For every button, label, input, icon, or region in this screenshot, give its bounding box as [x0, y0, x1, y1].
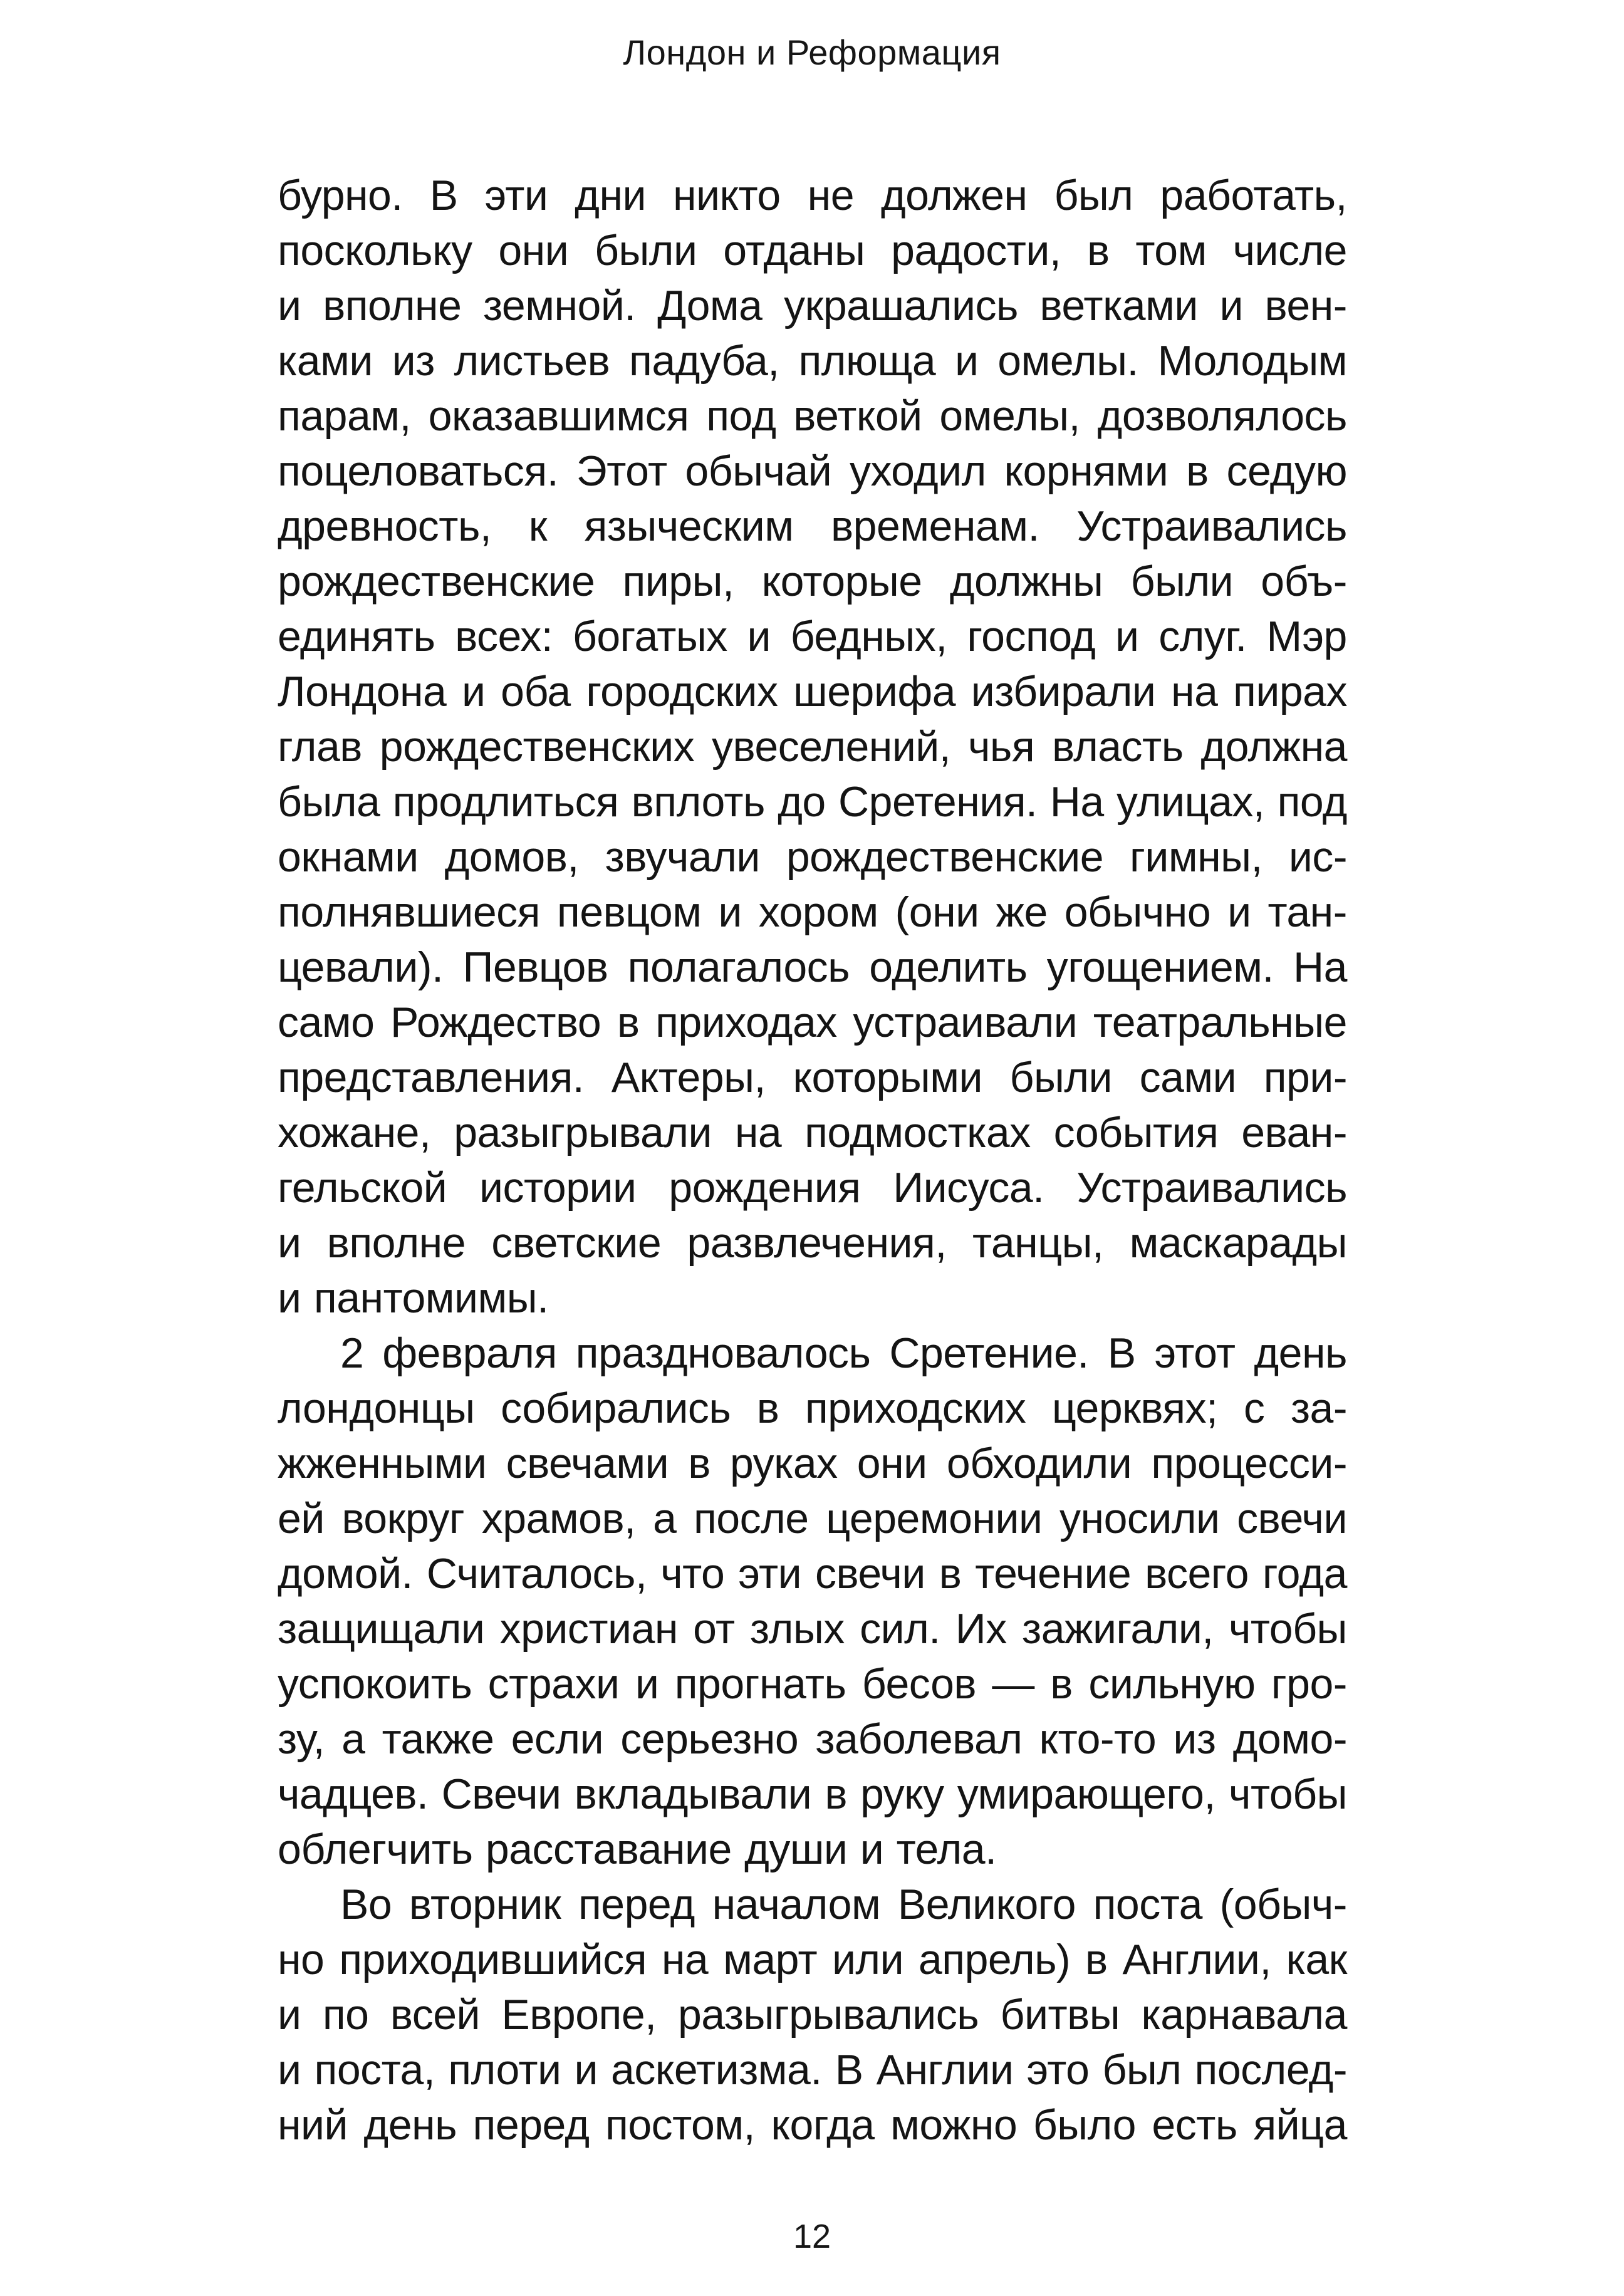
text-line: древность, к языческим временам. Устраивались — [278, 502, 1347, 550]
text-line: цевали). Певцов полагалось оделить угощением. На — [278, 943, 1347, 991]
text-line: была продлиться вплоть до Сретения. На улицах, под — [278, 778, 1347, 826]
text-line: чадцев. Свечи вкладывали в руку умирающего, чтобы — [278, 1770, 1347, 1818]
text-line: 2 февраля праздновалось Сретение. В этот день — [340, 1329, 1347, 1377]
page-number: 12 — [793, 2218, 831, 2255]
text-line: хожане, разыгрывали на подмостках события еван- — [278, 1109, 1347, 1156]
text-line: жженными свечами в руках они обходили процесси- — [278, 1440, 1347, 1487]
text-line: и пантомимы. — [278, 1274, 549, 1322]
text-line: поскольку они были отданы радости, в том числе — [278, 227, 1347, 274]
text-line: зу, а также если серьезно заболевал кто-то из домо- — [278, 1715, 1347, 1763]
text-line: единять всех: богатых и бедных, господ и слуг. Мэр — [278, 613, 1347, 660]
text-line: представления. Актеры, которыми были сами при- — [278, 1054, 1347, 1101]
text-line: облегчить расставание души и тела. — [278, 1826, 997, 1873]
text-line: Во вторник перед началом Великого поста (обыч- — [340, 1881, 1347, 1928]
text-line: но приходившийся на март или апрель) в Англии, как — [278, 1936, 1347, 1983]
text-line: бурно. В эти дни никто не должен был работать, — [278, 172, 1347, 219]
text-line: Лондона и оба городских шерифа избирали на пирах — [278, 668, 1347, 715]
text-line: полнявшиеся певцом и хором (они же обычно и тан- — [278, 888, 1347, 936]
text-line: успокоить страхи и прогнать бесов — в сильную гро- — [278, 1660, 1347, 1708]
text-line: лондонцы собирались в приходских церквях; с за- — [278, 1384, 1347, 1432]
text-line: и вполне светские развлечения, танцы, маскарады — [278, 1219, 1347, 1267]
text-line: ей вокруг храмов, а после церемонии уносили свечи — [278, 1495, 1347, 1542]
text-line: ками из листьев падуба, плюща и омелы. Молодым — [278, 337, 1347, 385]
text-line: ний день перед постом, когда можно было есть яйца — [278, 2101, 1347, 2149]
text-line: домой. Считалось, что эти свечи в течение всего года — [278, 1550, 1347, 1597]
text-line: глав рождественских увеселений, чья власть должна — [278, 723, 1347, 771]
text-line: окнами домов, звучали рождественские гимны, ис- — [278, 833, 1347, 881]
body-text — [278, 168, 1347, 2153]
text-line: защищали христиан от злых сил. Их зажигали, чтобы — [278, 1605, 1347, 1653]
running-header: Лондон и Реформация — [623, 33, 1001, 72]
text-line: и по всей Европе, разыгрывались битвы карнавала — [278, 1991, 1347, 2039]
text-line: само Рождество в приходах устраивали театральные — [278, 999, 1347, 1046]
text-line: и вполне земной. Дома украшались ветками и вен- — [278, 282, 1347, 330]
text-line: рождественские пиры, которые должны были объ- — [278, 558, 1347, 605]
text-line: поцеловаться. Этот обычай уходил корнями в седую — [278, 447, 1347, 495]
text-line: гельской истории рождения Иисуса. Устраивались — [278, 1164, 1347, 1212]
text-line: и поста, плоти и аскетизма. В Англии это был послед- — [278, 2046, 1347, 2094]
text-line: парам, оказавшимся под веткой омелы, дозволялось — [278, 392, 1347, 440]
